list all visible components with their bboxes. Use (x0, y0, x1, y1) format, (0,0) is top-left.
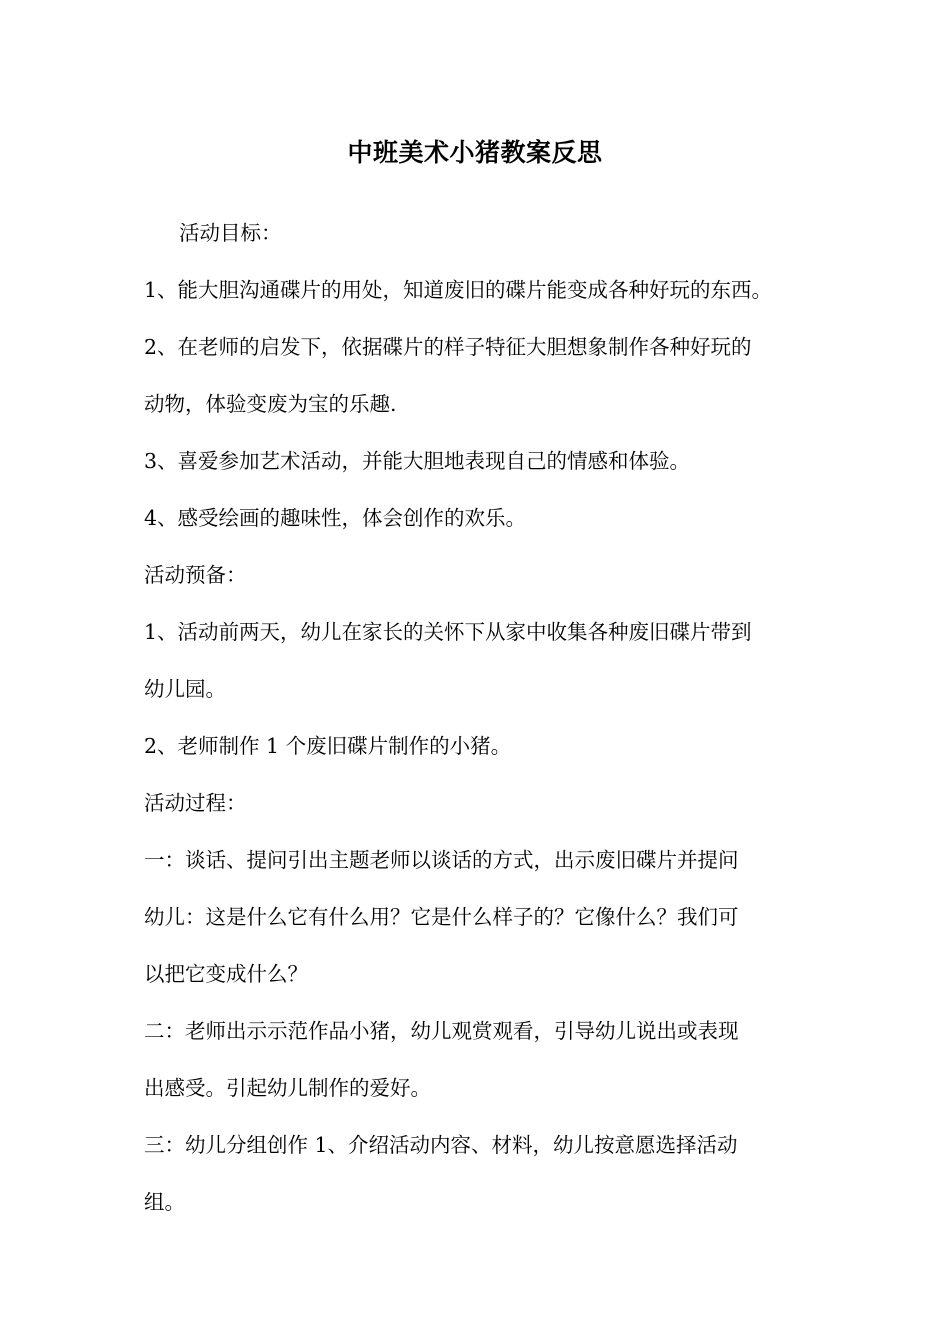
paragraph-line: 出感受。引起幼儿制作的爱好。 (144, 1076, 431, 1100)
document-body (144, 205, 824, 1231)
paragraph-line: 2、老师制作 1 个废旧碟片制作的小猪。 (144, 734, 512, 758)
paragraph-line: 1、活动前两天，幼儿在家长的关怀下从家中收集各种废旧碟片带到 (144, 620, 752, 644)
paragraph-line: 二：老师出示示范作品小猪，幼儿观赏观看，引导幼儿说出或表现 (144, 1019, 739, 1043)
paragraph-line: 一：谈话、提问引出主题老师以谈话的方式，出示废旧碟片并提问 (144, 848, 739, 872)
section-heading-process: 活动过程： (144, 791, 247, 815)
paragraph-line: 3、喜爱参加艺术活动，并能大胆地表现自己的情感和体验。 (144, 449, 691, 473)
paragraph-line: 三：幼儿分组创作 1、介绍活动内容、材料，幼儿按意愿选择活动 (144, 1133, 738, 1157)
paragraph-line: 2、在老师的启发下，依据碟片的样子特征大胆想象制作各种好玩的 (144, 335, 752, 359)
paragraph-line: 1、能大胆沟通碟片的用处，知道废旧的碟片能变成各种好玩的东西。 (144, 278, 773, 302)
paragraph-line: 幼儿园。 (144, 677, 226, 701)
paragraph-line: 幼儿：这是什么它有什么用？它是什么样子的？它像什么？我们可 (144, 905, 739, 929)
section-heading-goals: 活动目标： (179, 221, 282, 245)
paragraph-line: 动物，体验变废为宝的乐趣. (144, 392, 397, 416)
paragraph-line: 以把它变成什么？ (144, 962, 308, 986)
paragraph-line: 组。 (144, 1190, 185, 1214)
section-heading-preparation: 活动预备： (144, 563, 247, 587)
paragraph-line: 4、感受绘画的趣味性，体会创作的欢乐。 (144, 506, 527, 530)
document-title: 中班美术小猪教案反思 (347, 138, 603, 167)
